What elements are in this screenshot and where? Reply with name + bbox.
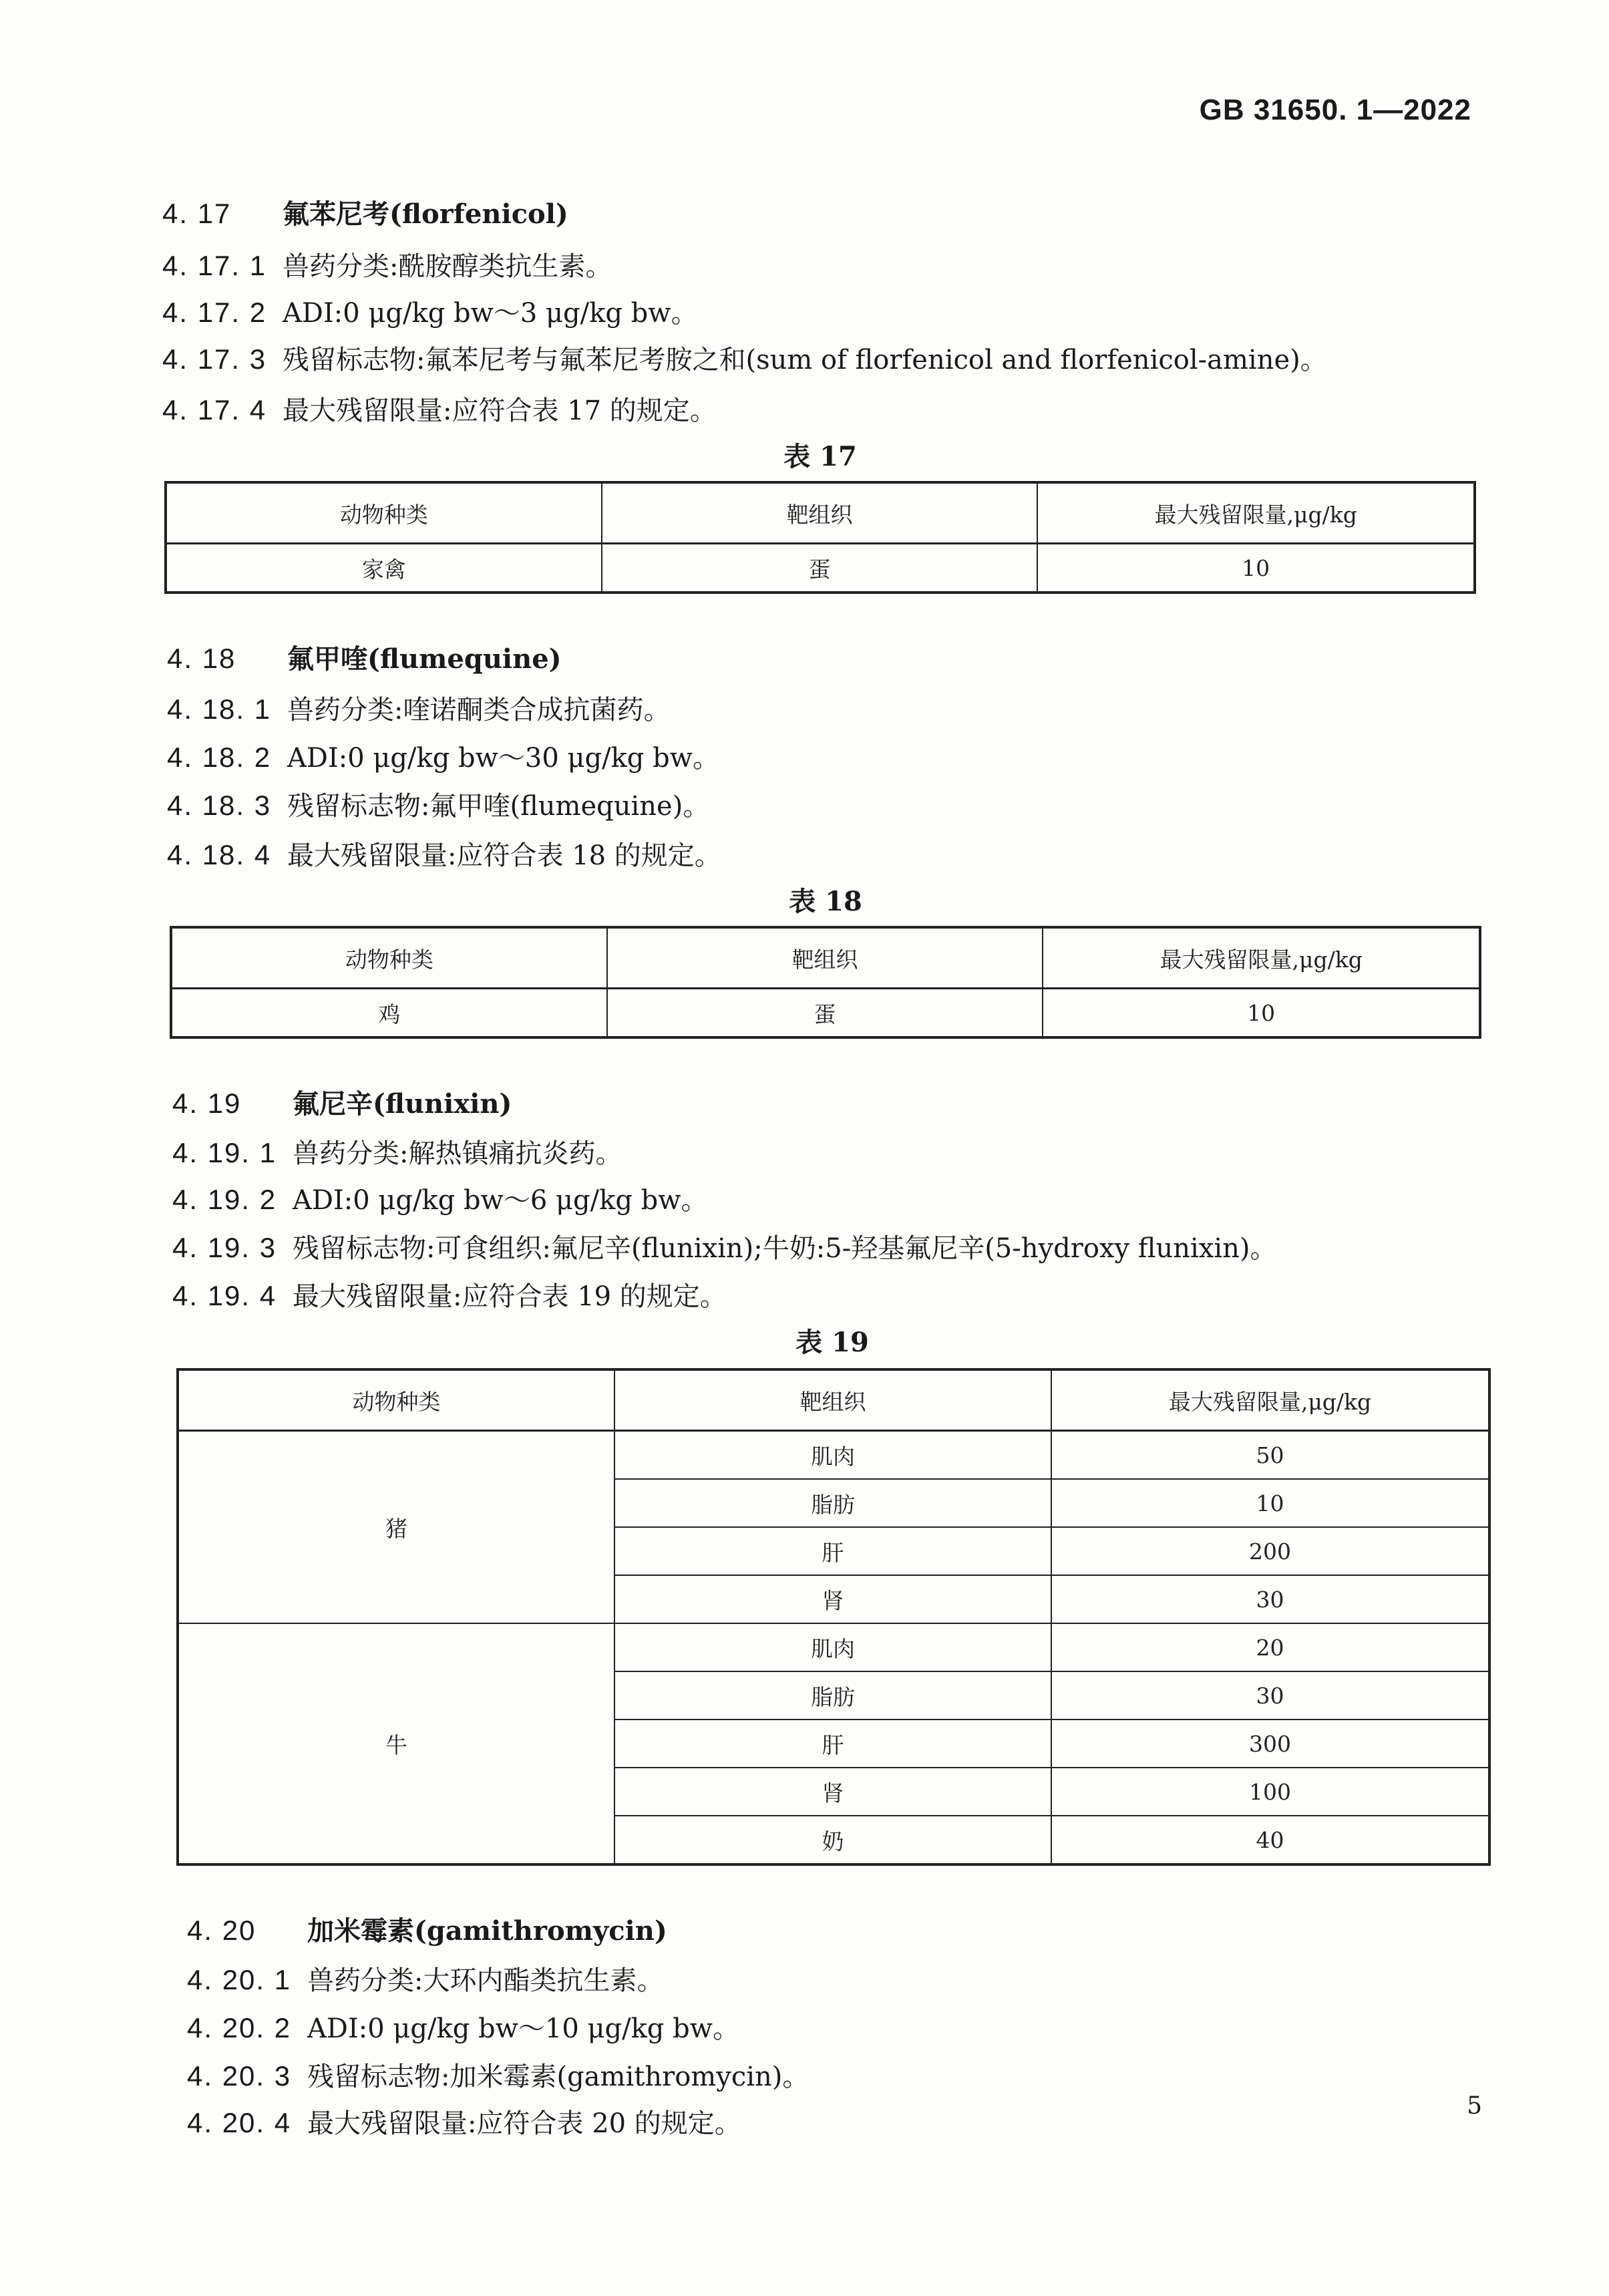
clause-number: 4. 17. 3 (162, 343, 267, 375)
mrl-cell: 30 (1051, 1671, 1489, 1719)
clause-number: 4. 20. 4 (187, 2107, 292, 2138)
clause-number: 4. 19. 1 (172, 1137, 277, 1168)
tissue-cell: 蛋 (602, 544, 1038, 593)
clause-text: 残留标志物:加米霉素(gamithromycin)。 (307, 2062, 810, 2092)
page-number: 5 (1467, 2092, 1482, 2120)
animal-cell: 猪 (178, 1431, 614, 1624)
clause (187, 2104, 741, 2142)
clause-text: ADI:0 μg/kg bw～30 μg/kg bw。 (287, 743, 719, 774)
tissue-cell: 肾 (614, 1575, 1051, 1623)
column-header-tissue: 靶组织 (614, 1369, 1051, 1431)
tissue-cell: 蛋 (607, 989, 1043, 1038)
tissue-cell: 肝 (614, 1527, 1051, 1575)
table-header-row (166, 482, 1475, 544)
mrl-cell: 10 (1037, 544, 1475, 593)
clause-number: 4. 18. 2 (167, 742, 272, 773)
mrl-cell: 10 (1043, 989, 1480, 1038)
clause-number: 4. 20. 3 (187, 2060, 292, 2092)
mrl-cell: 100 (1051, 1768, 1489, 1816)
section-title: 氟苯尼考(florfenicol) (283, 198, 568, 230)
clause (187, 2009, 739, 2047)
animal-cell: 家禽 (166, 544, 602, 593)
column-header-animal: 动物种类 (178, 1369, 614, 1431)
column-header-mrl: 最大残留限量,μg/kg (1051, 1369, 1489, 1431)
clause-number: 4. 18. 4 (167, 839, 272, 870)
clause-text: ADI:0 μg/kg bw～3 μg/kg bw。 (283, 298, 698, 329)
clause-text: 兽药分类:喹诺酮类合成抗菌药。 (287, 695, 671, 725)
tissue-cell: 奶 (614, 1816, 1051, 1864)
mrl-cell: 50 (1051, 1431, 1489, 1480)
clause-text: ADI:0 μg/kg bw～6 μg/kg bw。 (293, 1185, 708, 1216)
clause-number: 4. 20. 2 (187, 2012, 292, 2043)
table-row (178, 1623, 1489, 1671)
mrl-cell: 30 (1051, 1575, 1489, 1623)
table-row (166, 544, 1475, 593)
table-caption: 表 18 (789, 886, 862, 917)
clause (187, 1961, 663, 1999)
section-title: 加米霉素(gamithromycin) (307, 1915, 667, 1947)
clause (167, 787, 709, 825)
mrl-cell: 20 (1051, 1623, 1489, 1671)
table-row (178, 1431, 1489, 1480)
section-heading (162, 195, 568, 233)
tissue-cell: 肾 (614, 1768, 1051, 1816)
mrl-table-19 (176, 1368, 1491, 1866)
column-header-animal: 动物种类 (166, 482, 602, 544)
clause (167, 739, 719, 777)
section-number: 4. 17 (162, 198, 232, 229)
clause (162, 341, 1327, 379)
section-heading (172, 1085, 512, 1123)
clause (172, 1134, 622, 1172)
section-heading (167, 640, 562, 678)
clause (167, 691, 670, 729)
table-row (171, 989, 1480, 1038)
clause-text: 最大残留限量:应符合表 17 的规定。 (283, 395, 717, 426)
animal-cell: 牛 (178, 1623, 614, 1864)
clause-text: 兽药分类:大环内酯类抗生素。 (307, 1965, 664, 1996)
standard-number: GB 31650. 1—2022 (1199, 94, 1471, 126)
column-header-tissue: 靶组织 (607, 927, 1043, 989)
clause (167, 836, 721, 874)
column-header-tissue: 靶组织 (602, 482, 1038, 544)
clause-number: 4. 17. 2 (162, 297, 267, 328)
tissue-cell: 肌肉 (614, 1431, 1051, 1480)
clause (162, 247, 612, 285)
mrl-cell: 40 (1051, 1816, 1489, 1864)
clause (162, 391, 717, 430)
clause-number: 4. 19. 2 (172, 1184, 277, 1215)
tissue-cell: 肌肉 (614, 1623, 1051, 1671)
clause-text: 残留标志物:氟甲喹(flumequine)。 (287, 791, 710, 822)
section-number: 4. 19 (172, 1088, 242, 1119)
section-title: 氟甲喹(flumequine) (287, 643, 562, 675)
clause-number: 4. 19. 3 (172, 1232, 277, 1263)
tissue-cell: 脂肪 (614, 1671, 1051, 1719)
table-caption: 表 17 (783, 441, 857, 472)
section-heading (187, 1912, 667, 1950)
mrl-table-18 (170, 926, 1481, 1039)
mrl-cell: 200 (1051, 1527, 1489, 1575)
clause-text: 残留标志物:氟苯尼考与氟苯尼考胺之和(sum of florfenicol and florfenicol-amine)。 (283, 345, 1327, 375)
clause-text: 最大残留限量:应符合表 20 的规定。 (307, 2108, 741, 2139)
clause-text: 兽药分类:解热镇痛抗炎药。 (293, 1138, 622, 1169)
clause-number: 4. 18. 1 (167, 693, 272, 725)
clause (172, 1229, 1277, 1267)
column-header-mrl: 最大残留限量,μg/kg (1043, 927, 1480, 989)
clause-number: 4. 17. 4 (162, 394, 267, 426)
animal-cell: 鸡 (171, 989, 607, 1038)
mrl-cell: 10 (1051, 1479, 1489, 1527)
clause-text: 残留标志物:可食组织:氟尼辛(flunixin);牛奶:5-羟基氟尼辛(5-hydroxy flunixin)。 (293, 1233, 1277, 1264)
clause (172, 1277, 727, 1315)
tissue-cell: 肝 (614, 1719, 1051, 1768)
table-header-row (178, 1369, 1489, 1431)
clause-number: 4. 18. 3 (167, 790, 272, 821)
table-caption: 表 19 (795, 1327, 869, 1358)
clause-text: 兽药分类:酰胺醇类抗生素。 (283, 251, 612, 282)
table-header-row (171, 927, 1480, 989)
clause-number: 4. 17. 1 (162, 250, 267, 281)
clause-text: ADI:0 μg/kg bw～10 μg/kg bw。 (307, 2013, 739, 2044)
column-header-animal: 动物种类 (171, 927, 607, 989)
section-title: 氟尼辛(flunixin) (293, 1088, 512, 1120)
clause-number: 4. 20. 1 (187, 1964, 292, 1995)
clause-number: 4. 19. 4 (172, 1280, 277, 1311)
mrl-table-17 (164, 481, 1476, 594)
section-number: 4. 20 (187, 1915, 256, 1946)
clause (162, 294, 698, 332)
clause (172, 1181, 708, 1219)
clause (187, 2058, 809, 2096)
section-number: 4. 18 (167, 643, 236, 674)
mrl-cell: 300 (1051, 1719, 1489, 1768)
tissue-cell: 脂肪 (614, 1479, 1051, 1527)
clause-text: 最大残留限量:应符合表 19 的规定。 (293, 1281, 727, 1312)
column-header-mrl: 最大残留限量,μg/kg (1037, 482, 1475, 544)
clause-text: 最大残留限量:应符合表 18 的规定。 (287, 840, 721, 871)
